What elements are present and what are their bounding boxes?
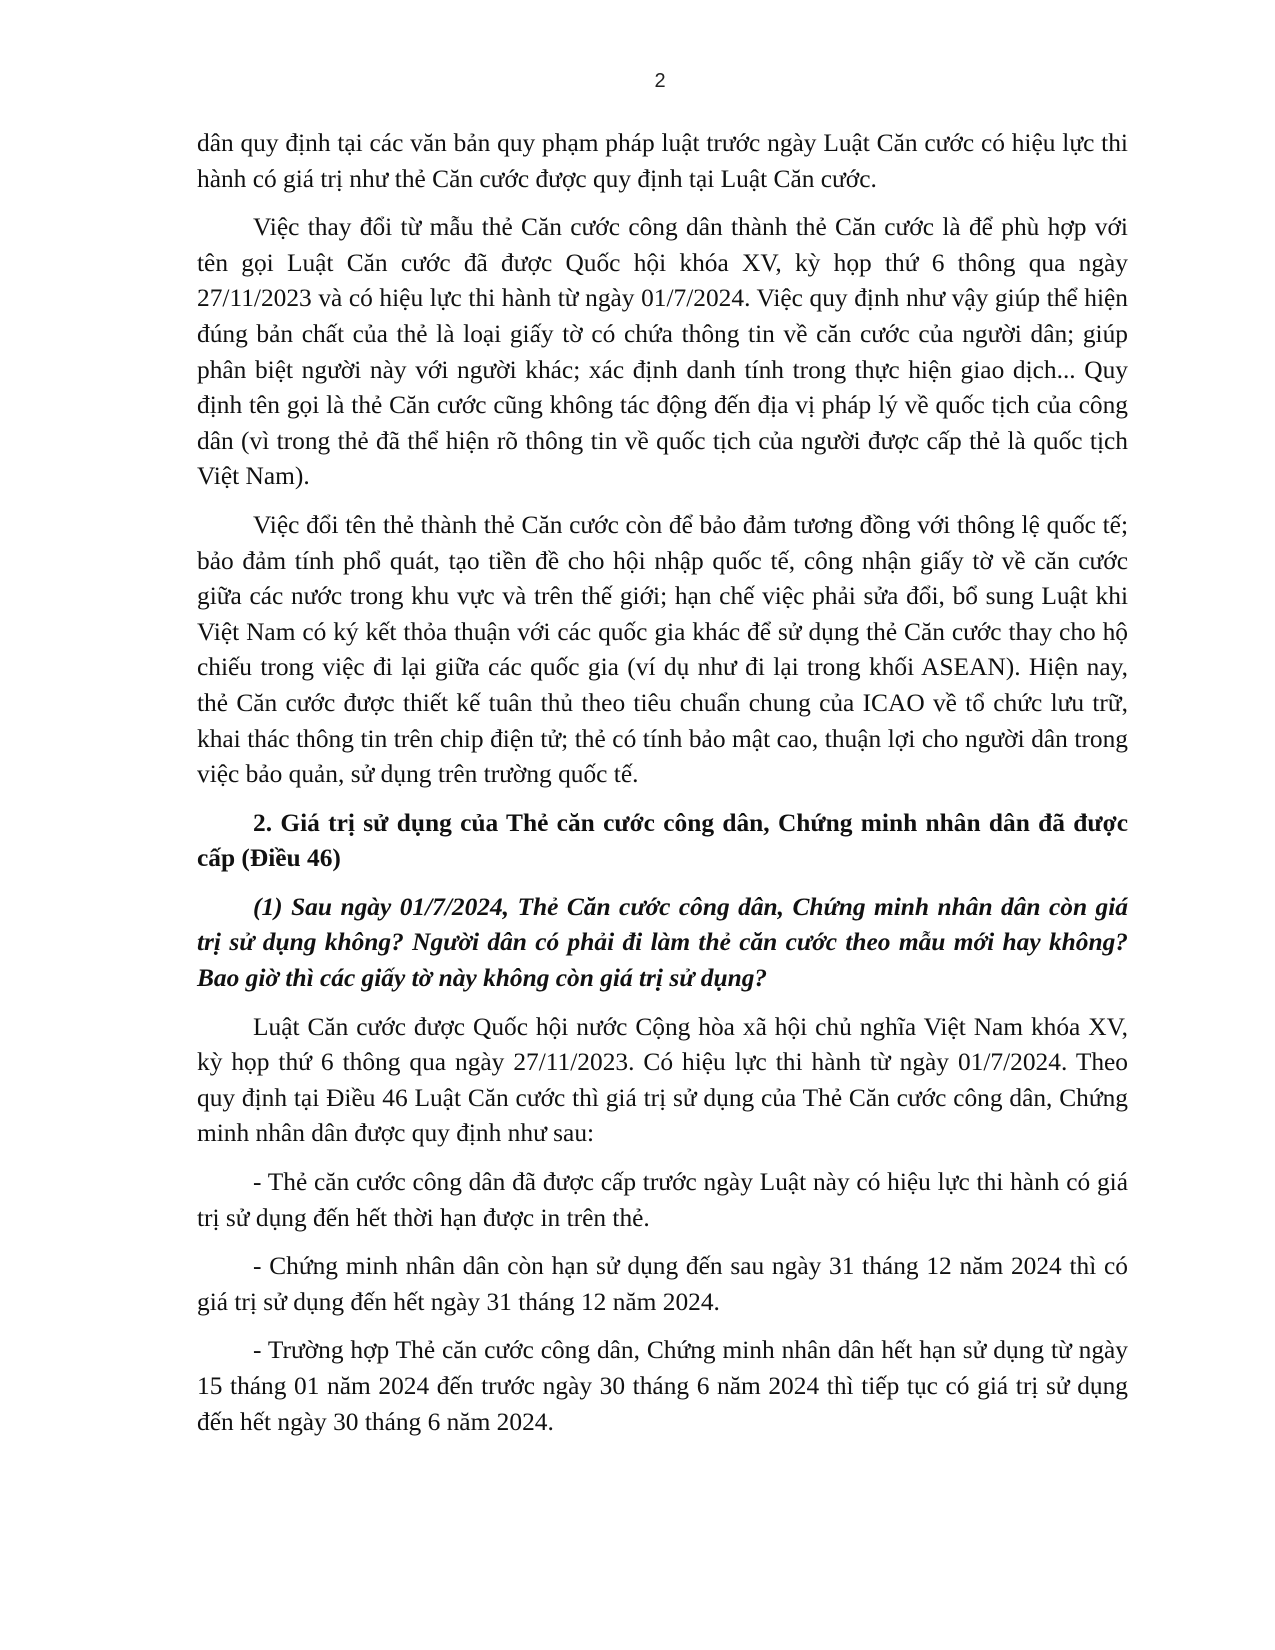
document-body — [197, 126, 1128, 1453]
list-item: - Thẻ căn cước công dân đã được cấp trước ngày Luật này có hiệu lực thi hành có giá trị sử dụng đến hết thời hạn được in trên thẻ. — [197, 1168, 1128, 1232]
list-item: - Trường hợp Thẻ căn cước công dân, Chứng minh nhân dân hết hạn sử dụng từ ngày 15 tháng 01 năm 2024 đến trước ngày 30 tháng 6 năm 2024 thì tiếp tục có giá trị sử dụng đến hết ngày 30 tháng 6 năm 2024. — [197, 1336, 1128, 1436]
paragraph-continuation: dân quy định tại các văn bản quy phạm pháp luật trước ngày Luật Căn cước có hiệu lực thi hành có giá trị như thẻ Căn cước được quy định tại Luật Căn cước. — [197, 129, 1128, 193]
list-item: - Chứng minh nhân dân còn hạn sử dụng đến sau ngày 31 tháng 12 năm 2024 thì có giá trị sử dụng đến hết ngày 31 tháng 12 năm 2024. — [197, 1252, 1128, 1316]
page-number: 2 — [654, 70, 666, 92]
question-heading: (1) Sau ngày 01/7/2024, Thẻ Căn cước công dân, Chứng minh nhân dân còn giá trị sử dụng không? Người dân có phải đi làm thẻ căn cước theo mẫu mới hay không? Bao giờ thì các giấy tờ này không còn giá trị sử dụng? — [197, 892, 1128, 993]
paragraph-international-standard: Việc đổi tên thẻ thành thẻ Căn cước còn để bảo đảm tương đồng với thông lệ quốc tế; bảo đảm tính phổ quát, tạo tiền đề cho hội nhập quốc tế, công nhận giấy tờ về căn cước giữa các nước trong khu vực và trên thế giới; hạn chế việc phải sửa đổi, bổ sung Luật khi Việt Nam có ký kết thỏa thuận với các quốc gia khác để sử dụng thẻ Căn cước thay cho hộ chiếu trong việc đi lại giữa các quốc gia (ví dụ như đi lại trong khối ASEAN). Hiện nay, thẻ Căn cước được thiết kế tuân thủ theo tiêu chuẩn chung của ICAO về tổ chức lưu trữ, khai thác thông tin trên chip điện tử; thẻ có tính bảo mật cao, thuận lợi cho người dân trong việc bảo quản, sử dụng trên trường quốc tế. — [197, 510, 1128, 789]
paragraph-name-change-reason: Việc thay đổi từ mẫu thẻ Căn cước công dân thành thẻ Căn cước là để phù hợp với tên gọi Luật Căn cước đã được Quốc hội khóa XV, kỳ họp thứ 6 thông qua ngày 27/11/2023 và có hiệu lực thi hành từ ngày 01/7/2024. Việc quy định như vậy giúp thể hiện đúng bản chất của thẻ là loại giấy tờ có chứa thông tin về căn cước của người dân; giúp phân biệt người này với người khác; xác định danh tính trong thực hiện giao dịch... Quy định tên gọi là thẻ Căn cước cũng không tác động đến địa vị pháp lý về quốc tịch của công dân (vì trong thẻ đã thể hiện rõ thông tin về quốc tịch của người được cấp thẻ là quốc tịch Việt Nam). — [197, 213, 1128, 491]
paragraph-law-overview: Luật Căn cước được Quốc hội nước Cộng hòa xã hội chủ nghĩa Việt Nam khóa XV, kỳ họp thứ 6 thông qua ngày 27/11/2023. Có hiệu lực thi hành từ ngày 01/7/2024. Theo quy định tại Điều 46 Luật Căn cước thì giá trị sử dụng của Thẻ Căn cước công dân, Chứng minh nhân dân được quy định như sau: — [197, 1012, 1128, 1148]
section-heading: 2. Giá trị sử dụng của Thẻ căn cước công dân, Chứng minh nhân dân đã được cấp (Điều 46) — [197, 808, 1128, 873]
